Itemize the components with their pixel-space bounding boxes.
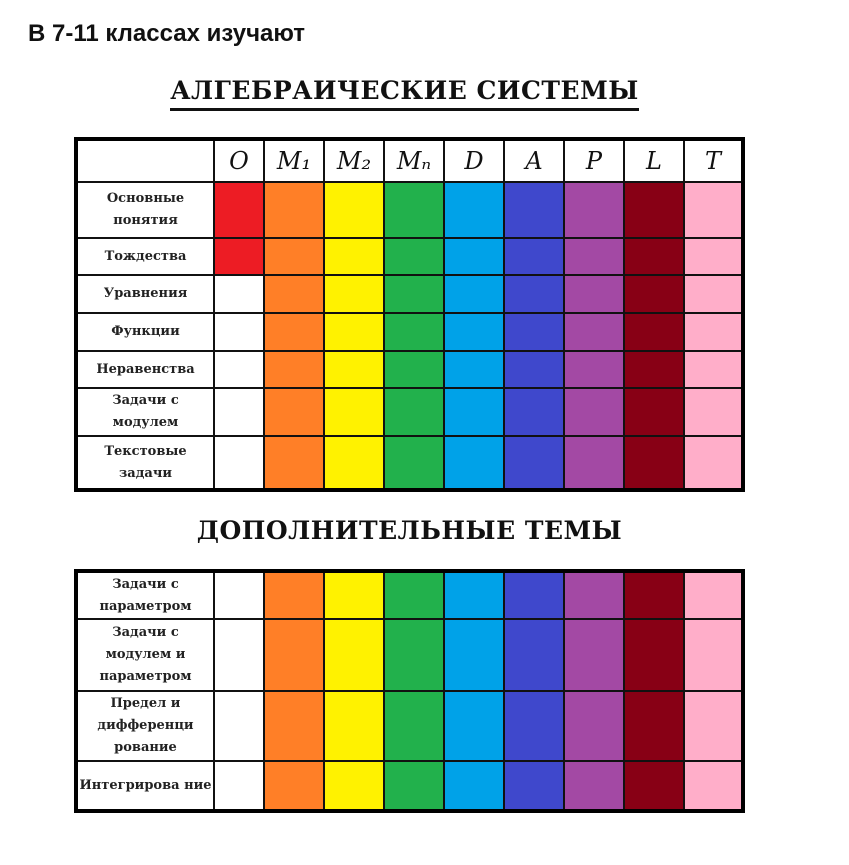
column-header: M₁ — [264, 139, 324, 182]
color-cell — [684, 388, 743, 436]
color-cell — [324, 182, 384, 238]
color-cell — [564, 182, 624, 238]
color-cell — [624, 436, 684, 490]
algebraic-systems-table — [74, 137, 745, 492]
color-cell — [214, 761, 264, 811]
color-cell — [324, 351, 384, 388]
color-cell — [624, 351, 684, 388]
color-cell — [324, 761, 384, 811]
color-cell — [624, 313, 684, 351]
color-cell — [684, 571, 743, 619]
row-label: Функции — [76, 313, 214, 351]
color-cell — [504, 275, 564, 313]
color-cell — [384, 436, 444, 490]
column-header: P — [564, 139, 624, 182]
color-cell — [504, 619, 564, 691]
column-header: M₂ — [324, 139, 384, 182]
color-cell — [504, 238, 564, 275]
color-cell — [504, 351, 564, 388]
color-cell — [444, 238, 504, 275]
color-cell — [444, 761, 504, 811]
color-cell — [444, 571, 504, 619]
color-cell — [564, 436, 624, 490]
color-cell — [564, 238, 624, 275]
row-label: Предел и дифференци рование — [76, 691, 214, 761]
color-cell — [564, 619, 624, 691]
color-cell — [214, 275, 264, 313]
color-cell — [624, 571, 684, 619]
color-cell — [444, 313, 504, 351]
color-cell — [384, 619, 444, 691]
table-row — [76, 313, 743, 351]
additional-topics-table — [74, 569, 745, 813]
color-cell — [384, 182, 444, 238]
color-cell — [564, 571, 624, 619]
color-cell — [264, 761, 324, 811]
table-row — [76, 275, 743, 313]
color-cell — [264, 182, 324, 238]
table-row — [76, 761, 743, 811]
color-cell — [384, 691, 444, 761]
color-cell — [444, 351, 504, 388]
color-cell — [504, 761, 564, 811]
color-cell — [684, 238, 743, 275]
row-label: Текстовые задачи — [76, 436, 214, 490]
corner-cell — [76, 139, 214, 182]
table-row — [76, 182, 743, 238]
color-cell — [264, 275, 324, 313]
row-label: Задачи с параметром — [76, 571, 214, 619]
color-cell — [264, 238, 324, 275]
color-cell — [384, 388, 444, 436]
color-cell — [214, 619, 264, 691]
column-header: D — [444, 139, 504, 182]
row-label: Основные понятия — [76, 182, 214, 238]
color-cell — [444, 388, 504, 436]
color-cell — [324, 238, 384, 275]
color-cell — [444, 619, 504, 691]
color-cell — [214, 691, 264, 761]
color-cell — [384, 238, 444, 275]
column-header: T — [684, 139, 743, 182]
column-header: Mₙ — [384, 139, 444, 182]
header-row — [76, 139, 743, 182]
column-header: A — [504, 139, 564, 182]
color-cell — [684, 351, 743, 388]
color-cell — [684, 619, 743, 691]
row-label: Интегрирова ние — [76, 761, 214, 811]
intro-heading: В 7-11 классах изучают — [28, 20, 305, 47]
column-header: O — [214, 139, 264, 182]
color-cell — [564, 275, 624, 313]
color-cell — [264, 388, 324, 436]
color-cell — [324, 313, 384, 351]
row-label: Тождества — [76, 238, 214, 275]
table-row — [76, 388, 743, 436]
color-cell — [444, 182, 504, 238]
color-cell — [264, 691, 324, 761]
color-cell — [214, 238, 264, 275]
color-cell — [684, 182, 743, 238]
color-cell — [324, 436, 384, 490]
color-cell — [504, 388, 564, 436]
color-cell — [214, 436, 264, 490]
color-cell — [504, 182, 564, 238]
row-label: Задачи с модулем — [76, 388, 214, 436]
color-cell — [324, 691, 384, 761]
color-cell — [624, 619, 684, 691]
color-cell — [684, 436, 743, 490]
color-cell — [324, 275, 384, 313]
row-label: Уравнения — [76, 275, 214, 313]
section-title-additional-topics: ДОПОЛНИТЕЛЬНЫЕ ТЕМЫ — [196, 516, 623, 545]
color-cell — [214, 313, 264, 351]
color-cell — [564, 351, 624, 388]
color-cell — [264, 619, 324, 691]
color-cell — [564, 761, 624, 811]
color-cell — [264, 351, 324, 388]
row-label: Неравенства — [76, 351, 214, 388]
color-cell — [504, 691, 564, 761]
color-cell — [444, 436, 504, 490]
color-cell — [214, 571, 264, 619]
color-cell — [504, 436, 564, 490]
color-cell — [624, 238, 684, 275]
color-cell — [384, 571, 444, 619]
color-cell — [214, 388, 264, 436]
color-cell — [624, 388, 684, 436]
color-cell — [564, 313, 624, 351]
color-cell — [504, 571, 564, 619]
color-cell — [684, 313, 743, 351]
color-cell — [264, 313, 324, 351]
color-cell — [564, 691, 624, 761]
color-cell — [624, 182, 684, 238]
color-cell — [324, 388, 384, 436]
color-cell — [384, 761, 444, 811]
color-cell — [684, 761, 743, 811]
color-cell — [384, 351, 444, 388]
table-row — [76, 619, 743, 691]
color-cell — [384, 275, 444, 313]
color-cell — [384, 313, 444, 351]
color-cell — [684, 691, 743, 761]
color-cell — [624, 275, 684, 313]
color-cell — [214, 351, 264, 388]
color-cell — [444, 691, 504, 761]
color-cell — [264, 436, 324, 490]
table-row — [76, 691, 743, 761]
color-cell — [684, 275, 743, 313]
color-cell — [624, 761, 684, 811]
color-cell — [324, 571, 384, 619]
color-cell — [444, 275, 504, 313]
table-row — [76, 351, 743, 388]
table-row — [76, 436, 743, 490]
color-cell — [264, 571, 324, 619]
section-title-algebraic-systems: АЛГЕБРАИЧЕСКИЕ СИСТЕМЫ — [0, 76, 829, 105]
table-row — [76, 571, 743, 619]
column-header: L — [624, 139, 684, 182]
color-cell — [564, 388, 624, 436]
table-row — [76, 238, 743, 275]
color-cell — [214, 182, 264, 238]
color-cell — [624, 691, 684, 761]
color-cell — [324, 619, 384, 691]
row-label: Задачи с модулем и параметром — [76, 619, 214, 691]
color-cell — [504, 313, 564, 351]
